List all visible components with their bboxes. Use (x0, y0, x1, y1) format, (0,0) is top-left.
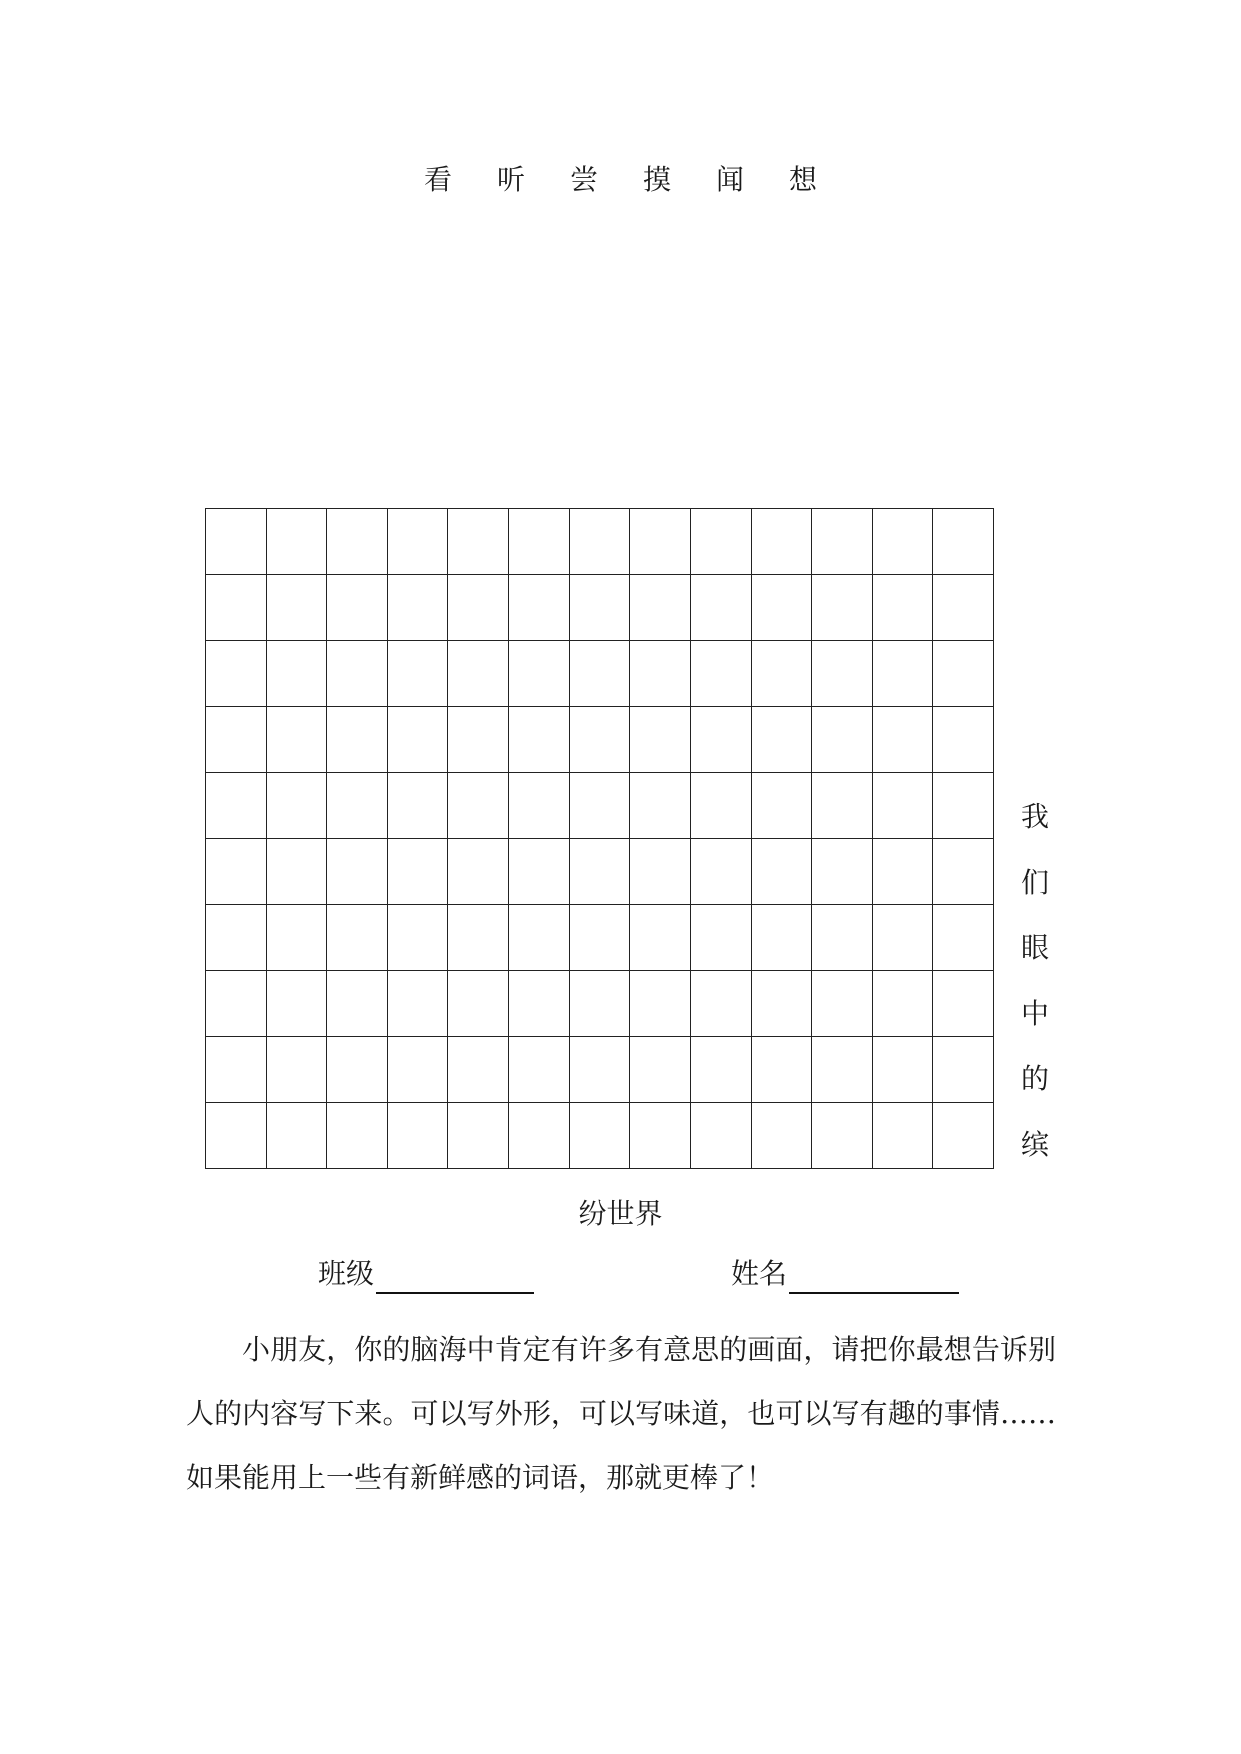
grid-cell[interactable] (327, 1037, 388, 1103)
grid-cell[interactable] (873, 641, 934, 707)
grid-cell[interactable] (327, 839, 388, 905)
grid-cell[interactable] (630, 773, 691, 839)
grid-cell[interactable] (509, 971, 570, 1037)
grid-cell[interactable] (630, 1103, 691, 1169)
grid-cell[interactable] (812, 773, 873, 839)
grid-cell[interactable] (267, 839, 328, 905)
grid-cell[interactable] (206, 641, 267, 707)
grid-cell[interactable] (509, 707, 570, 773)
grid-cell[interactable] (388, 773, 449, 839)
grid-cell[interactable] (812, 641, 873, 707)
grid-cell[interactable] (933, 773, 994, 839)
grid-cell[interactable] (206, 905, 267, 971)
grid-cell[interactable] (873, 971, 934, 1037)
grid-cell[interactable] (448, 905, 509, 971)
grid-cell[interactable] (509, 1103, 570, 1169)
title-char: 闻 (715, 163, 744, 196)
grid-cell[interactable] (448, 1037, 509, 1103)
grid-cell[interactable] (933, 1103, 994, 1169)
grid-cell[interactable] (570, 1103, 631, 1169)
grid-cell[interactable] (267, 641, 328, 707)
grid-cell[interactable] (388, 905, 449, 971)
grid-cell[interactable] (691, 641, 752, 707)
grid-cell[interactable] (933, 905, 994, 971)
grid-cell[interactable] (267, 905, 328, 971)
grid-cell[interactable] (570, 905, 631, 971)
grid-cell[interactable] (691, 707, 752, 773)
grid-cell[interactable] (327, 707, 388, 773)
grid-cell[interactable] (630, 839, 691, 905)
grid-cell[interactable] (267, 971, 328, 1037)
grid-cell[interactable] (691, 1037, 752, 1103)
grid-cell[interactable] (448, 707, 509, 773)
grid-cell[interactable] (327, 1103, 388, 1169)
grid-cell[interactable] (873, 839, 934, 905)
grid-cell[interactable] (691, 839, 752, 905)
grid-cell[interactable] (267, 773, 328, 839)
grid-cell[interactable] (388, 971, 449, 1037)
vertical-char: 眼 (1020, 931, 1049, 964)
grid-cell[interactable] (570, 509, 631, 575)
grid-cell[interactable] (388, 641, 449, 707)
grid-cell[interactable] (933, 641, 994, 707)
grid-cell[interactable] (691, 1103, 752, 1169)
grid-cell[interactable] (752, 773, 813, 839)
grid-cell[interactable] (267, 509, 328, 575)
grid-cell[interactable] (206, 773, 267, 839)
grid-cell[interactable] (509, 773, 570, 839)
grid-cell[interactable] (873, 905, 934, 971)
grid-cell[interactable] (388, 509, 449, 575)
grid-cell[interactable] (570, 971, 631, 1037)
grid-cell[interactable] (327, 575, 388, 641)
grid-cell[interactable] (752, 575, 813, 641)
vertical-char: 的 (1020, 1062, 1049, 1095)
vertical-caption (1015, 797, 1055, 1190)
name-blank[interactable] (789, 1262, 959, 1294)
grid-cell[interactable] (812, 839, 873, 905)
grid-cell[interactable] (873, 575, 934, 641)
caption-continuation: 纷世界 (578, 1197, 663, 1230)
grid-cell[interactable] (752, 1103, 813, 1169)
grid-cell[interactable] (812, 575, 873, 641)
grid-cell[interactable] (873, 509, 934, 575)
grid-cell[interactable] (691, 905, 752, 971)
grid-cell[interactable] (873, 707, 934, 773)
grid-cell[interactable] (206, 575, 267, 641)
grid-cell[interactable] (206, 1103, 267, 1169)
grid-cell[interactable] (630, 1037, 691, 1103)
grid-cell[interactable] (873, 773, 934, 839)
grid-cell[interactable] (267, 707, 328, 773)
class-field (318, 1254, 534, 1294)
grid-cell[interactable] (812, 1103, 873, 1169)
grid-cell[interactable] (448, 509, 509, 575)
grid-cell[interactable] (448, 641, 509, 707)
grid-cell[interactable] (206, 509, 267, 575)
grid-cell[interactable] (327, 905, 388, 971)
grid-cell[interactable] (388, 1037, 449, 1103)
grid-cell[interactable] (752, 1037, 813, 1103)
grid-cell[interactable] (630, 509, 691, 575)
grid-cell[interactable] (448, 971, 509, 1037)
grid-cell[interactable] (448, 839, 509, 905)
instructions (186, 1318, 1056, 1510)
title-char: 看 (423, 163, 452, 196)
grid-cell[interactable] (509, 641, 570, 707)
grid-cell[interactable] (206, 707, 267, 773)
class-label: 班级 (318, 1257, 375, 1290)
grid-cell[interactable] (267, 1037, 328, 1103)
grid-cell[interactable] (206, 839, 267, 905)
grid-cell[interactable] (206, 1037, 267, 1103)
grid-cell[interactable] (448, 575, 509, 641)
grid-cell[interactable] (752, 839, 813, 905)
grid-cell[interactable] (267, 575, 328, 641)
title-char: 想 (788, 163, 817, 196)
grid-cell[interactable] (388, 1103, 449, 1169)
grid-cell[interactable] (752, 641, 813, 707)
title-char: 摸 (642, 163, 671, 196)
grid-cell[interactable] (752, 971, 813, 1037)
grid-cell[interactable] (933, 839, 994, 905)
vertical-char: 们 (1020, 865, 1049, 899)
grid-cell[interactable] (267, 1103, 328, 1169)
grid-cell[interactable] (509, 905, 570, 971)
grid-cell[interactable] (630, 971, 691, 1037)
grid-cell[interactable] (691, 509, 752, 575)
grid-cell[interactable] (630, 575, 691, 641)
grid-cell[interactable] (448, 1103, 509, 1169)
grid-cell[interactable] (570, 773, 631, 839)
grid-cell[interactable] (933, 509, 994, 575)
grid-cell[interactable] (812, 707, 873, 773)
grid-cell[interactable] (206, 971, 267, 1037)
grid-cell[interactable] (509, 575, 570, 641)
grid-cell[interactable] (327, 773, 388, 839)
grid-cell[interactable] (630, 707, 691, 773)
grid-cell[interactable] (630, 905, 691, 971)
grid-cell[interactable] (752, 905, 813, 971)
grid-cell[interactable] (388, 707, 449, 773)
grid-cell[interactable] (327, 971, 388, 1037)
grid-cell[interactable] (752, 509, 813, 575)
writing-grid[interactable] (205, 508, 994, 1169)
vertical-char: 中 (1020, 996, 1049, 1030)
name-label: 姓名 (731, 1257, 788, 1290)
grid-cell[interactable] (570, 641, 631, 707)
grid-cell[interactable] (691, 575, 752, 641)
grid-cell[interactable] (691, 971, 752, 1037)
grid-cell[interactable] (812, 905, 873, 971)
grid-cell[interactable] (812, 1037, 873, 1103)
grid-cell[interactable] (933, 707, 994, 773)
grid-cell[interactable] (448, 773, 509, 839)
grid-cell[interactable] (388, 575, 449, 641)
grid-cell[interactable] (327, 641, 388, 707)
grid-cell[interactable] (630, 641, 691, 707)
vertical-char: 缤 (1020, 1127, 1049, 1161)
grid-cell[interactable] (388, 839, 449, 905)
grid-cell[interactable] (509, 509, 570, 575)
grid-cell[interactable] (812, 971, 873, 1037)
name-field (731, 1254, 959, 1294)
title-char: 听 (496, 163, 525, 196)
instructions-text: 小朋友，你的脑海中肯定有许多有意思的画面，请把你最想告诉别人的内容写下来。可以写外形，可以写味道，也可以写有趣的事情……如果能用上一些有新鲜感的词语，那就更棒了！ (186, 1333, 1056, 1494)
grid-cell[interactable] (812, 509, 873, 575)
title-char: 尝 (569, 163, 598, 196)
grid-cell[interactable] (570, 1037, 631, 1103)
grid-cell[interactable] (570, 839, 631, 905)
grid-cell[interactable] (509, 1037, 570, 1103)
grid-cell[interactable] (933, 971, 994, 1037)
grid-cell[interactable] (933, 1037, 994, 1103)
vertical-char: 我 (1020, 800, 1049, 833)
class-blank[interactable] (376, 1262, 534, 1294)
grid-cell[interactable] (933, 575, 994, 641)
page-title (0, 160, 1241, 200)
grid-cell[interactable] (327, 509, 388, 575)
grid-cell[interactable] (752, 707, 813, 773)
grid-cell[interactable] (873, 1103, 934, 1169)
grid-cell[interactable] (691, 773, 752, 839)
grid-cell[interactable] (509, 839, 570, 905)
grid-cell[interactable] (570, 707, 631, 773)
grid-cell[interactable] (570, 575, 631, 641)
grid-cell[interactable] (873, 1037, 934, 1103)
